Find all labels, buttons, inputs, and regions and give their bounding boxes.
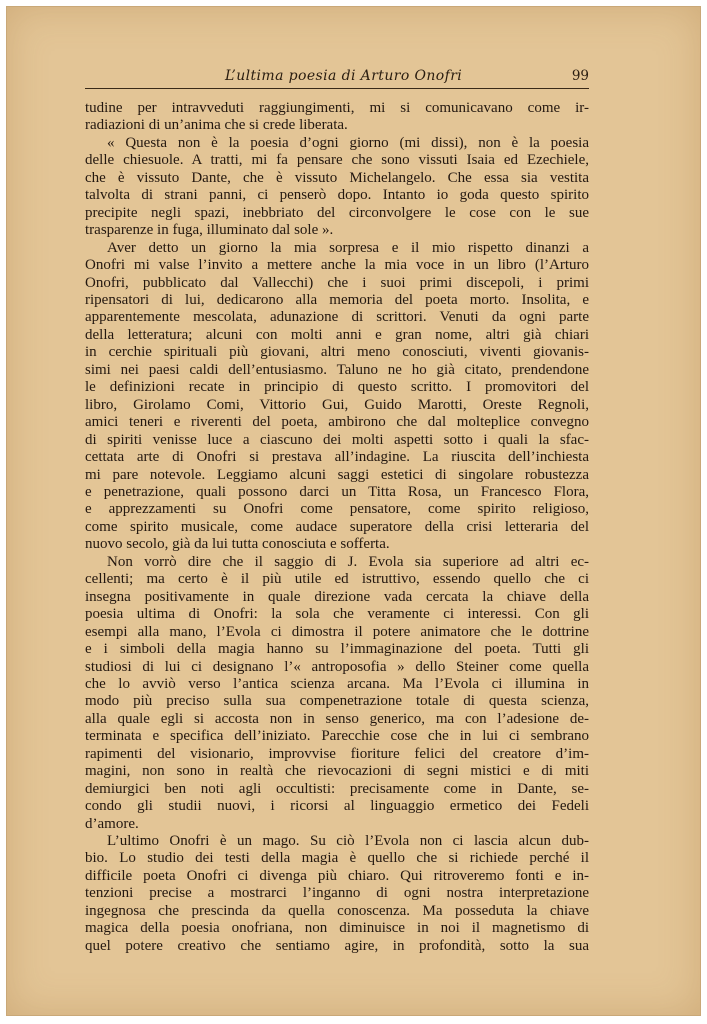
text-line: rapimenti del visionario, improvvise fioriture felici del creatore d’im- bbox=[85, 745, 589, 762]
text-line: delle chiesuole. A tratti, mi fa pensare che sono vissuti Isaia ed Ezechiele, bbox=[85, 152, 589, 169]
book-page bbox=[6, 6, 701, 1016]
text-line: cettata arte di Onofri si prestava all’indagine. La riuscita dell’inchiesta bbox=[85, 449, 589, 466]
text-line: alla quale egli si accosta non in senso generico, ma con l’adesione de- bbox=[85, 710, 589, 727]
text-line: e apprezzamenti su Onofri come pensatore, come spirito religioso, bbox=[85, 501, 589, 518]
text-line: nuovo secolo, già da lui tutta conosciuta e sofferta. bbox=[85, 536, 390, 553]
text-line: cellenti; ma certo è il più utile ed istruttivo, essendo quello che ci bbox=[85, 571, 589, 588]
text-line: L’ultimo Onofri è un mago. Su ciò l’Evola non ci lascia alcun dub- bbox=[107, 833, 589, 850]
text-line: radiazioni di un’anima che si crede liberata. bbox=[85, 117, 348, 134]
text-line: condo gli studii nuovi, i ricorsi al linguaggio ermetico dei Fedeli bbox=[85, 798, 589, 815]
text-line: demiurgici ben noti agli occultisti: precisamente come in Dante, se- bbox=[85, 780, 589, 797]
text-line: studiosi di lui ci designano l’« antroposofia » dello Steiner come quella bbox=[85, 658, 589, 675]
text-line: Aver detto un giorno la mia sorpresa e il mio rispetto dinanzi a bbox=[107, 239, 589, 256]
text-line: in cerchie spirituali più giovani, altri meno conosciuti, viventi giovanis- bbox=[85, 344, 589, 361]
text-line: tudine per intravveduti raggiungimenti, mi si comunicavano come ir- bbox=[85, 100, 589, 116]
text-line: e penetrazione, quali possono darci un Titta Rosa, un Francesco Flora, bbox=[85, 483, 589, 500]
text-line: difficile poeta Onofri ci divenga più chiaro. Qui ritroveremo fonti e in- bbox=[85, 867, 589, 884]
text-line: precipite negli spazi, inebbriato del circonvolgere le cose con le sue bbox=[85, 204, 589, 221]
text-line: magica della poesia onofriana, non diminuisce in noi il magnetismo di bbox=[85, 920, 589, 937]
text-line: ripensatori di lui, dedicarono alla memoria del poeta morto. Insolita, e bbox=[85, 291, 589, 308]
text-line: di spiriti venisse luce a ciascuno dei molti aspetti sotto i quali la sfac- bbox=[85, 431, 589, 448]
text-line: che è vissuto Dante, che è vissuto Michelangelo. Che essa sia vestita bbox=[85, 169, 589, 186]
text-line: che lo avviò verso l’antica scienza arcana. Ma l’Evola ci illumina in bbox=[85, 675, 589, 692]
text-line: esempi alla mano, l’Evola ci dimostra il potere animatore che le dottrine bbox=[85, 623, 589, 640]
text-line: Non vorrò dire che il saggio di J. Evola sia superiore ad altri ec- bbox=[107, 553, 589, 570]
text-line: poesia ultima di Onofri: la sola che veramente ci interessi. Con gli bbox=[85, 606, 589, 623]
text-line: Onofri mi valse l’invito a mettere anche la mia voce in un libro (l’Arturo bbox=[85, 257, 589, 274]
text-line: e i simboli della magia hanno su l’immaginazione del poeta. Tutti gli bbox=[85, 641, 589, 658]
text-line: come spirito musicale, come audace superatore della crisi letteraria del bbox=[85, 518, 589, 535]
text-line: d’amore. bbox=[85, 815, 139, 832]
text-line: terminata e specifica dell’iniziato. Parecchie cose che in lui ci sembrano bbox=[85, 728, 589, 745]
page-number: 99 bbox=[571, 68, 589, 84]
text-line: insegna positivamente in quale direzione vada cercata la chiave della bbox=[85, 588, 589, 605]
text-line: amici teneri e riverenti del poeta, ambirono che dal molteplice convegno bbox=[85, 414, 589, 431]
text-line: apparentemente mescolata, adunazione di scrittori. Venuti da ogni parte bbox=[85, 309, 589, 326]
text-line: tenzioni precise a mostrarci l’inganno di ogni nostra interpretazione bbox=[85, 885, 589, 902]
text-line: magini, non sono in realtà che rievocazioni di segni mistici e di miti bbox=[85, 763, 589, 780]
text-line: le definizioni recate in principio di questo scritto. I promovitori del bbox=[85, 379, 589, 396]
text-line: ingegnosa che prescinda da quella conoscenza. Ma posseduta la chiave bbox=[85, 902, 589, 919]
text-line: Onofri, pubblicato dal Vallecchi) che i suoi primi discepoli, i primi bbox=[85, 274, 589, 291]
running-title: L’ultima poesia di Arturo Onofri bbox=[225, 68, 463, 84]
text-line: della letteratura; alcuni con molti anni e gran nome, altri già chiari bbox=[85, 326, 589, 343]
text-line: simi nei paesi caldi dell’entusiasmo. Taluno ne ho già citato, prendendone bbox=[85, 361, 589, 378]
body-text bbox=[85, 100, 589, 955]
text-line: talvolta di strani panni, ci penserò dopo. Intanto io goda questo spirito bbox=[85, 187, 589, 204]
text-line: trasparenze in fuga, illuminato dal sole ». bbox=[85, 222, 334, 239]
text-line: « Questa non è la poesia d’ogni giorno (mi dissi), non è la poesia bbox=[107, 134, 589, 151]
text-line: mi pare notevole. Leggiamo alcuni saggi estetici di singolare robustezza bbox=[85, 466, 589, 483]
text-line: modo più preciso sulla sua compenetrazione totale di questa scienza, bbox=[85, 693, 589, 710]
page-header bbox=[85, 66, 589, 89]
text-line: libro, Girolamo Comi, Vittorio Gui, Guido Marotti, Oreste Regnoli, bbox=[85, 396, 589, 413]
text-line: quel potere creativo che sentiamo agire, in profondità, sotto la sua bbox=[85, 937, 589, 954]
text-line: bio. Lo studio dei testi della magia è quello che si richiede perché il bbox=[85, 850, 589, 867]
